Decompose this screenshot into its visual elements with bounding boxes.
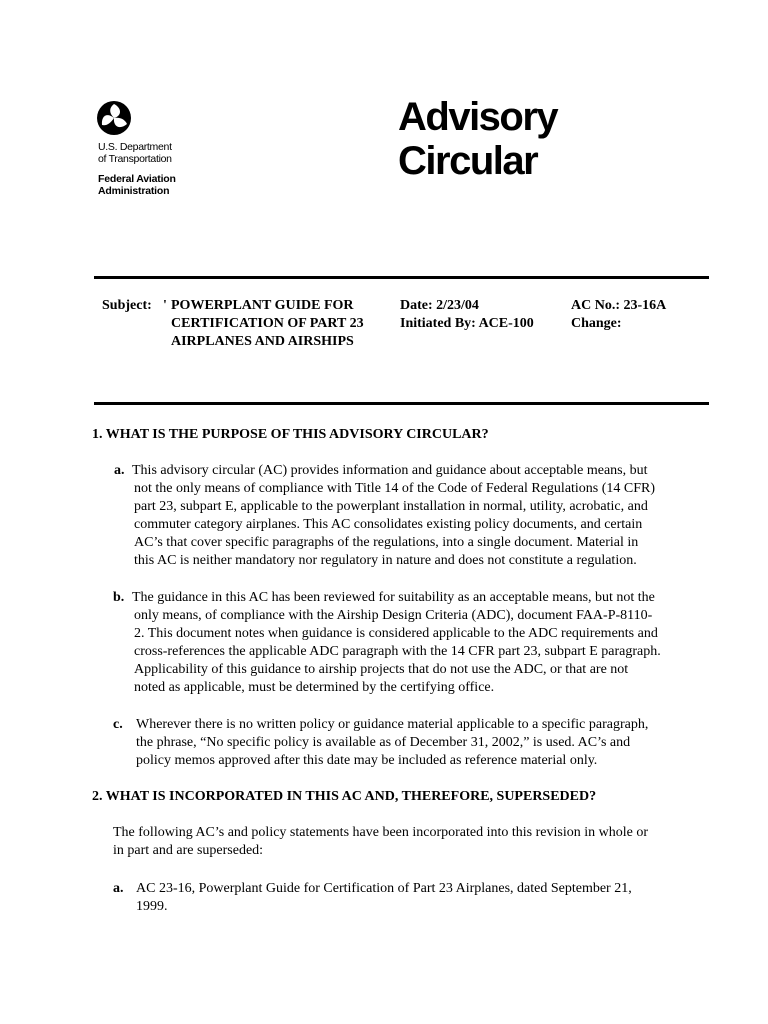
subject-label: Subject:	[102, 298, 152, 313]
department-name: U.S. Department of Transportation	[98, 141, 172, 165]
paragraph-1b: The guidance in this AC has been reviewed for suitability as an acceptable means, but not the only means, of compliance with the Airship Design Criteria (ADC), document FAA-P-8110- 2. This document notes when guidance is considered applicable to the ADC requirements and cross-references the applicable ADC paragraph with the 14 CFR part 23, subpart E paragraph. Applicability of this guidance to airship projects that do not use the ADC, or that are not noted as applicable, must be determined by the certifying office.	[132, 590, 661, 695]
change-field: Change:	[571, 316, 622, 331]
paragraph-1c-label: c.	[113, 717, 123, 732]
bottom-rule	[94, 402, 709, 405]
paragraph-1a-label: a.	[114, 463, 125, 478]
initiated-by-field: Initiated By: ACE-100	[400, 316, 534, 331]
paragraph-1b-label: b.	[113, 590, 125, 605]
agency-name: Federal Aviation Administration	[98, 173, 176, 197]
ac-number-field: AC No.: 23-16A Change:	[571, 298, 667, 331]
paragraph-2a: AC 23-16, Powerplant Guide for Certification of Part 23 Airplanes, dated September 21, 1999.	[136, 881, 632, 914]
section-1-heading: 1. WHAT IS THE PURPOSE OF THIS ADVISORY CIRCULAR?	[92, 427, 489, 442]
section-2-heading: 2. WHAT IS INCORPORATED IN THIS AC AND, THEREFORE, SUPERSEDED?	[92, 789, 597, 804]
section-2-intro: The following AC’s and policy statements have been incorporated into this revision in whole or in part and are superseded:	[113, 825, 649, 858]
subject-text: POWERPLANT GUIDE FOR CERTIFICATION OF PART 23 AIRPLANES AND AIRSHIPS	[171, 298, 364, 349]
dot-logo-icon	[96, 100, 132, 136]
date-field: Date: 2/23/04 Initiated By: ACE-100	[400, 298, 534, 331]
top-rule	[94, 276, 709, 279]
subject-mark: '	[163, 298, 167, 313]
paragraph-2a-label: a.	[113, 881, 124, 896]
document-title: Advisory Circular	[398, 95, 558, 183]
paragraph-1c: Wherever there is no written policy or guidance material applicable to a specific paragraph, the phrase, “No specific policy is available as of December 31, 2002,” is used. AC’s and policy memos approved after this date may be included as reference material only.	[136, 717, 649, 768]
paragraph-1a: This advisory circular (AC) provides information and guidance about acceptable means, but not the only means of compliance with Title 14 of the Code of Federal Regulations (14 CFR) part 23, subpart E, applicable to the powerplant installation in normal, utility, acrobatic, and commuter category airplanes. This AC consolidates existing policy documents, and certain AC’s that cover specific paragraphs of the regulations, into a single document. Material in this AC is neither mandatory nor regulatory in nature and does not constitute a regulation.	[132, 463, 656, 568]
